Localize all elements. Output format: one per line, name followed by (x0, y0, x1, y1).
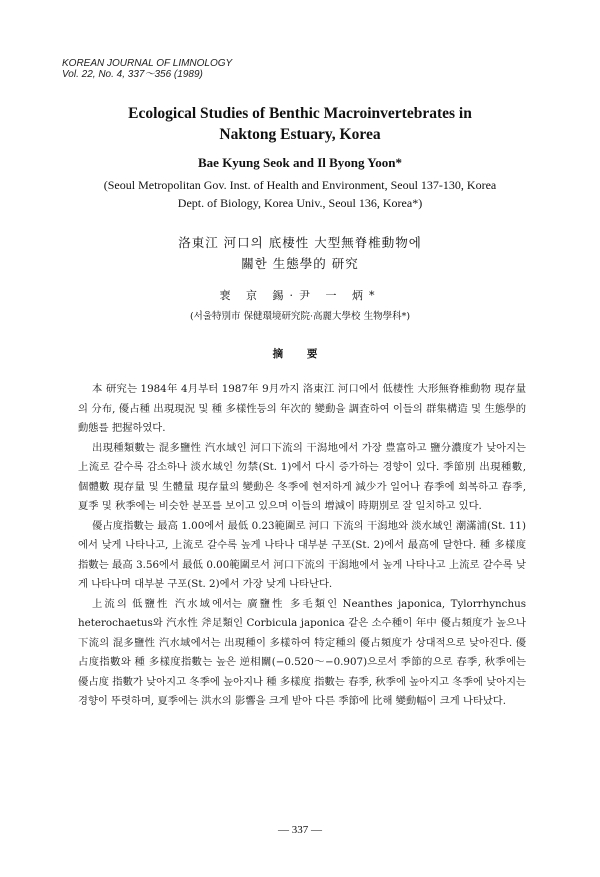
affiliation-line2: Dept. of Biology, Korea Univ., Seoul 136, Korea*) (177, 196, 423, 210)
affiliation (0, 176, 600, 212)
page-number: — 337 — (278, 824, 322, 836)
korean-title (0, 232, 600, 274)
affiliation-line1: (Seoul Metropolitan Gov. Inst. of Health and Environment, Seoul 137-130, Korea (103, 178, 497, 192)
journal-header (62, 58, 232, 80)
journal-volume: Vol. 22, No. 4, 337～356 (1989) (62, 69, 203, 80)
journal-name: KOREAN JOURNAL OF LIMNOLOGY (62, 58, 233, 69)
korean-affiliation: (서울特別市 保健環境研究院·高麗大學校 生物學科*) (189, 311, 411, 322)
abstract-paragraph-2: 出現種類數는 混多鹽性 汽水域인 河口下流의 干潟地에서 가장 豊富하고 鹽分濃度가 낮아지는 上流로 갈수록 감소하나 淡水域인 勿禁(St. 1)에서 다시 증가하는 경향이 있다. 季節別 出現種數, 個體數 現存量 및 生體量 現存量의 變動은 冬季에 현저하게 減少가 일어나 春季에 회복하고 春季, 夏季 및 秋季에는 비슷한 분포를 보이고 있으며 이들의 增減이 時期別로 잘 일치하고 있다. (78, 441, 526, 512)
korean-authors: 裵 京 錫·尹 一 炳* (219, 289, 381, 302)
korean-title-line1: 洛東江 河口의 底棲性 大型無脊椎動物에 (178, 235, 422, 250)
abstract-heading: 摘 要 (272, 348, 328, 360)
abstract-body (78, 380, 526, 712)
paper-title-line1: Ecological Studies of Benthic Macroinvertebrates in (128, 105, 472, 122)
authors: Bae Kyung Seok and Il Byong Yoon* (198, 155, 402, 170)
korean-title-line2: 關한 生態學的 研究 (241, 256, 359, 271)
abstract-paragraph-1: 本 研究는 1984年 4月부터 1987年 9月까지 洛東江 河口에서 低棲性 大形無脊椎動物 現存量의 分布, 優占種 出現現況 및 種 多樣性등의 年次的 變動을 調査하여 이들의 群集構造 및 生態學的 動態를 把握하였다. (78, 383, 526, 434)
abstract-paragraph-4: 上流의 低鹽性 汽水域에서는 廣鹽性 多毛類인 Neanthes japonica, Tylorrhynchus heterochaetus와 汽水性 斧足類인 Corbicula japonica 같은 소수種이 年中 優占頻度가 높으나 下流의 混多鹽性 汽水域에서는 出現種이 多樣하여 特定種의 優占頻度가 상대적으로 낮아진다. 優占度指數와 種 多樣度指數는 높은 逆相關(−0.520～−0.907)으로서 季節的으로 春季, 秋季에는 優占度 指數가 낮아지고 冬季에 높아지나 種 多樣度 指數는 春季, 秋季에 높아지고 冬季에 낮아지는 경향이 뚜렷하며, 夏季에는 洪水의 影響을 크게 받아 다른 季節에 比해 變動幅이 크게 나타났다. (78, 597, 526, 707)
paper-title-line2: Naktong Estuary, Korea (219, 126, 381, 143)
abstract-paragraph-3: 優占度指數는 最高 1.00에서 最低 0.23範圍로 河口 下流의 干潟地와 淡水域인 潮滿浦(St. 11)에서 낮게 나타나고, 上流로 갈수록 높게 나타나 대부분 구포(St. 2)에서 最高에 달한다. 種 多樣度指數는 最高 3.56에서 最低 0.00範圍로서 河口下流의 干潟地에서 높게 나타나고 上流로 갈수록 낮게 나타나며 대부분 구포(St. 2)에서 가장 낮게 나타난다. (78, 519, 526, 590)
paper-title (0, 103, 600, 145)
